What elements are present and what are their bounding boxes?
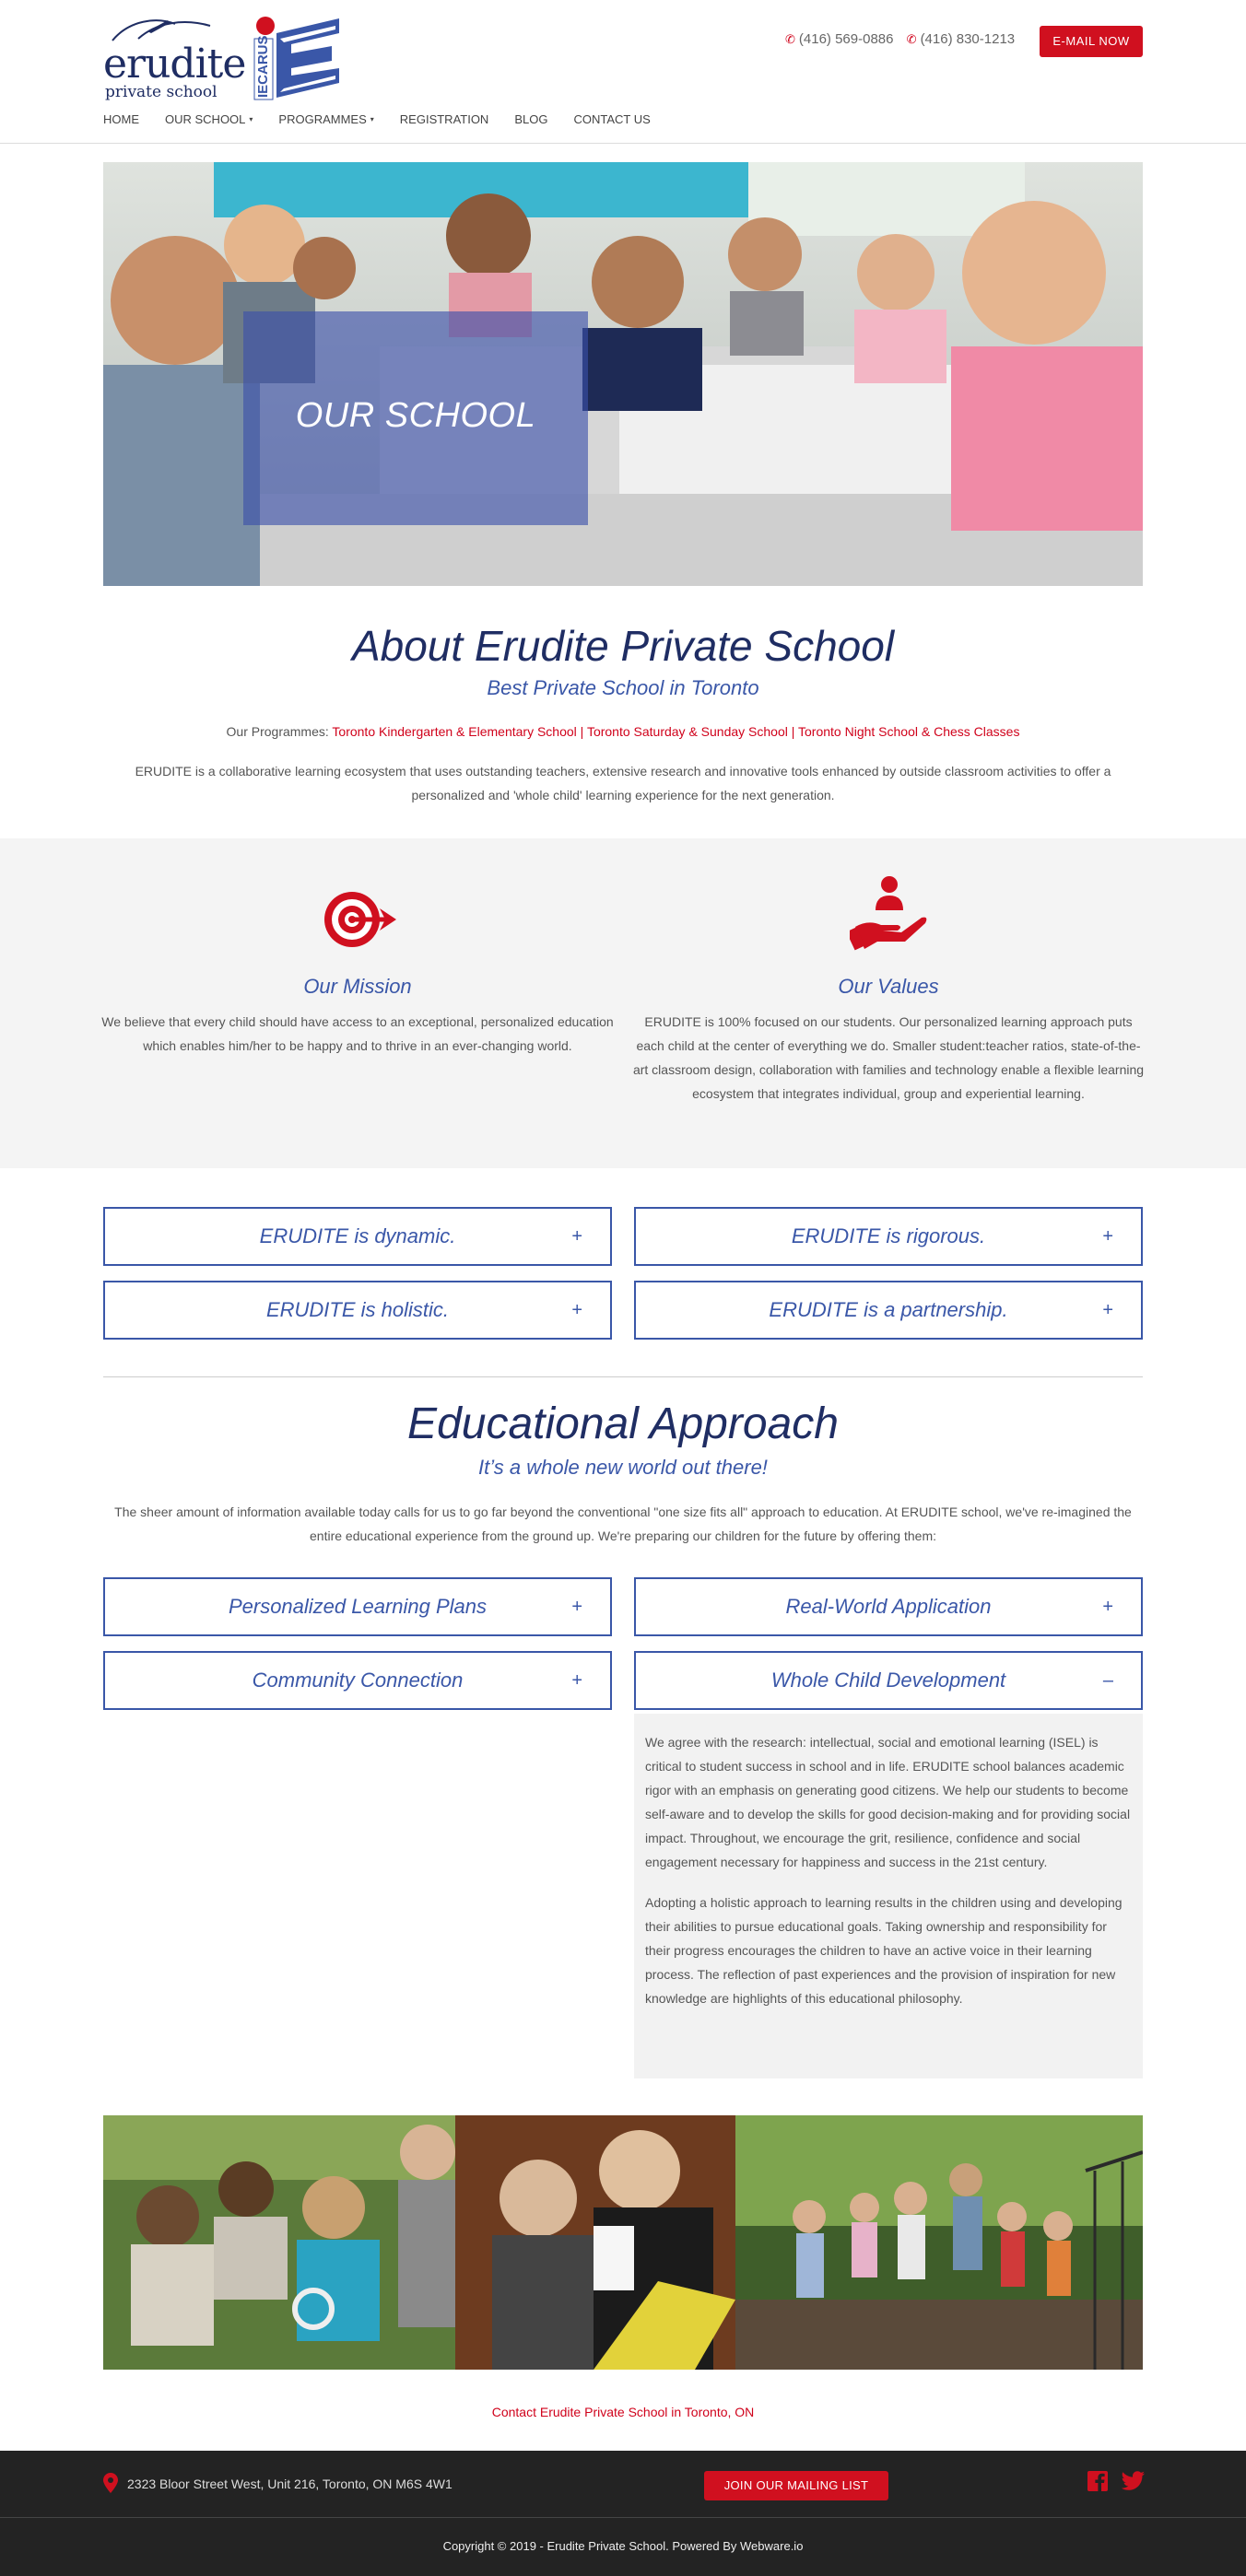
hand-person-icon: [850, 873, 929, 953]
plus-icon: +: [571, 1597, 582, 1617]
logo-tagline: private school: [105, 83, 217, 101]
target-arrow-icon: [319, 886, 396, 951]
photo-strip: [103, 2115, 1143, 2370]
accordion-label: ERUDITE is holistic.: [265, 1298, 450, 1321]
approach-subtitle: It’s a whole new world out there!: [478, 1456, 768, 1479]
plus-icon: +: [571, 1300, 582, 1320]
plus-icon: +: [1102, 1300, 1113, 1320]
email-now-button[interactable]: E-MAIL NOW: [1040, 26, 1143, 57]
accordion-holistic[interactable]: [103, 1281, 612, 1340]
footer-divider: [0, 2517, 1246, 2518]
mission-text: We believe that every child should have access to an exceptional, personalized education which enables him/her to be happy and to thrive in an ever-changing world.: [101, 1014, 614, 1053]
footer-address: [103, 2473, 453, 2493]
accordion-label: Whole Child Development: [770, 1669, 1006, 1692]
mission-title: Our Mission: [303, 975, 412, 998]
programmes-line: [103, 724, 1143, 739]
nav-programmes-label: PROGRAMMES: [278, 112, 367, 126]
book-swoosh-icon: [111, 15, 212, 42]
iecarus-logo[interactable]: [253, 15, 341, 103]
accordion-dynamic[interactable]: [103, 1207, 612, 1266]
about-subtitle: Best Private School in Toronto: [487, 676, 759, 699]
facebook-icon[interactable]: [1087, 2471, 1108, 2491]
chevron-down-icon: ▾: [249, 115, 253, 123]
iecarus-text: IECARUS: [255, 35, 271, 98]
about-body: ERUDITE is a collaborative learning ecosystem that uses outstanding teachers, extensive research and innovative tools enhanced by outside classroom activities to offer a personalized and 'whole child' learning experience for the next generation.: [135, 764, 1111, 802]
accordion-label: Community Connection: [252, 1669, 464, 1692]
map-pin-icon: [103, 2473, 118, 2493]
approach-title: Educational Approach: [407, 1399, 839, 1448]
plus-icon: +: [1102, 1226, 1113, 1247]
social-links: [1087, 2471, 1145, 2491]
hero-title: OUR SCHOOL: [295, 396, 536, 435]
nav-our-school-label: OUR SCHOOL: [165, 112, 246, 126]
accordion-label: Personalized Learning Plans: [228, 1595, 488, 1618]
hero-banner: [103, 162, 1143, 586]
contact-link[interactable]: Contact Erudite Private School in Toronto, ON: [491, 2405, 755, 2419]
plus-icon: +: [571, 1670, 582, 1691]
logo-wordmark: erudite: [103, 41, 246, 88]
values-text: ERUDITE is 100% focused on our students. Our personalized learning approach puts each child at the center of everything we do. Smaller student:teacher ratios, state-of-the-art classroom design, collaboration with families and technology enable a flexible learning ecosystem that integrates individual, group and experiential learning.: [632, 1014, 1145, 1101]
panel-paragraph-1: We agree with the research: intellectual, social and emotional learning (ISEL) is critical to student success in school and in life. ERUDITE school balances academic rigor with an emphasis on generating good citizens. We help our students to become self-aware and to develop the skills for good decision-making and for providing social impact. Throughout, we encourage the grit, resilience, confidence and social engagement necessary for happiness and success in the 21st century.: [645, 1735, 1131, 1869]
reading-girls-photo: [455, 2115, 735, 2370]
about-title: About Erudite Private School: [351, 622, 895, 670]
programmes-links[interactable]: Toronto Kindergarten & Elementary School | Toronto Saturday & Sunday School | Toronto Night School & Chess Classes: [332, 724, 1020, 739]
forest-bridge-photo: [735, 2115, 1143, 2370]
phone-numbers: [785, 31, 1024, 47]
approach-body: The sheer amount of information available today calls for us to go far beyond the conventional "one size fits all" approach to education. At ERUDITE school, we've re-imagined the entire educational experience from the ground up. We're preparing our children for the future by offering them:: [114, 1505, 1132, 1543]
plus-icon: +: [571, 1226, 582, 1247]
copyright: Copyright © 2019 - Erudite Private School. Powered By Webware.io: [442, 2539, 804, 2553]
phone-link-1[interactable]: (416) 569-0886: [798, 31, 894, 47]
accordion-label: ERUDITE is dynamic.: [259, 1224, 456, 1247]
site-header: [0, 0, 1246, 144]
nav-our-school[interactable]: [165, 112, 253, 126]
erudite-logo[interactable]: [103, 15, 246, 101]
accordion-community[interactable]: [103, 1651, 612, 1710]
main-nav: [103, 112, 676, 126]
accordion-label: ERUDITE is rigorous.: [791, 1224, 986, 1247]
mission-values-section: [0, 838, 1246, 1168]
accordion-label: ERUDITE is a partnership.: [769, 1298, 1008, 1321]
whole-child-panel: [634, 1714, 1143, 2078]
join-mailing-list-button[interactable]: JOIN OUR MAILING LIST: [704, 2471, 888, 2500]
plus-icon: +: [1102, 1597, 1113, 1617]
chevron-down-icon: ▾: [370, 115, 374, 123]
twitter-icon[interactable]: [1121, 2471, 1145, 2491]
accordion-label: Real-World Application: [785, 1595, 992, 1618]
minus-icon: –: [1102, 1670, 1113, 1691]
accordion-real-world[interactable]: [634, 1577, 1143, 1636]
phone-icon: ✆: [906, 32, 917, 46]
panel-paragraph-2: Adopting a holistic approach to learning results in the children using and developing their abilities to pursue educational goals. Taking ownership and responsibility for their progress encourages the children to have an active voice in their learning process. The reflection of past experiences and the provision of inspiration for new knowledge are highlights of this educational philosophy.: [645, 1895, 1123, 2006]
values-title: Our Values: [838, 975, 939, 998]
address-text: 2323 Bloor Street West, Unit 216, Toronto, ON M6S 4W1: [127, 2476, 453, 2491]
outdoor-magnifier-photo: [103, 2115, 455, 2370]
phone-link-2[interactable]: (416) 830-1213: [920, 31, 1016, 47]
accordion-personalized-learning[interactable]: [103, 1577, 612, 1636]
accordion-partnership[interactable]: [634, 1281, 1143, 1340]
phone-icon: ✆: [785, 32, 795, 46]
accordion-whole-child[interactable]: [634, 1651, 1143, 1710]
nav-programmes[interactable]: [278, 112, 373, 126]
section-divider: [103, 1376, 1143, 1377]
programmes-label: Our Programmes:: [226, 724, 329, 739]
nav-blog[interactable]: BLOG: [514, 112, 548, 126]
nav-contact-us[interactable]: CONTACT US: [573, 112, 651, 126]
site-footer: [0, 2451, 1246, 2576]
accordion-rigorous[interactable]: [634, 1207, 1143, 1266]
nav-home[interactable]: HOME: [103, 112, 139, 126]
nav-registration[interactable]: REGISTRATION: [399, 112, 489, 126]
